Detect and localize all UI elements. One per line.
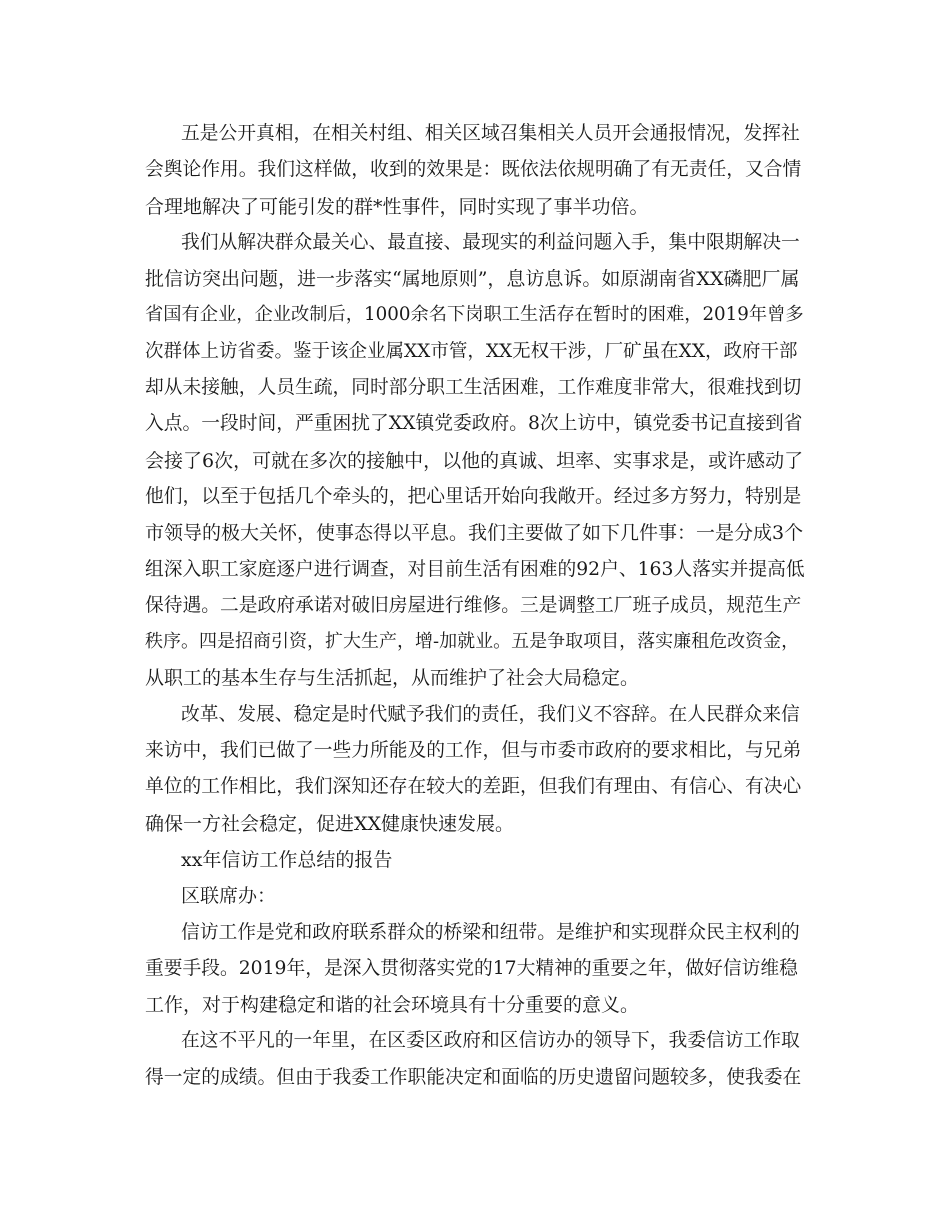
text-line: 得一定的成绩。但由于我委工作职能决定和面临的历史遗留问题较多，使我委在	[145, 1066, 802, 1088]
text-line: xx年信访工作总结的报告	[181, 848, 393, 871]
text-line: 省国有企业，企业改制后，1000余名下岗职工生活存在暂时的困难，2019年曾多	[145, 304, 804, 326]
text-line: 保待遇。二是政府承诺对破旧房屋进行维修。三是调整工厂班子成员，规范生产	[145, 594, 802, 616]
document-body	[145, 116, 805, 1096]
text-line: 在这不平凡的一年里，在区委区政府和区信访办的领导下，我委信访工作取	[181, 1030, 800, 1052]
text-line: 却从未接触，人员生疏，同时部分职工生活困难，工作难度非常大，很难找到切	[145, 377, 802, 399]
text-line: 会接了6次，可就在多次的接触中，以他的真诚、坦率、实事求是，或许感动了	[145, 449, 804, 472]
text-line: 重要手段。2019年，是深入贯彻落实党的17大精神的重要之年，做好信访维稳	[145, 957, 798, 979]
text-line: 改革、发展、稳定是时代赋予我们的责任，我们义不容辞。在人民群众来信	[181, 703, 800, 725]
text-line: 信访工作是党和政府联系群众的桥梁和纽带。是维护和实现群众民主权利的	[181, 921, 800, 943]
text-line: 五是公开真相，在相关村组、相关区域召集相关人员开会通报情况，发挥社	[181, 123, 800, 144]
text-line: 来访中，我们已做了一些力所能及的工作，但与市委市政府的要求相比，与兄弟	[145, 740, 802, 762]
text-line: 组深入职工家庭逐户进行调查，对目前生活有困难的92户、163人落实并提高低	[145, 558, 805, 580]
text-line: 市领导的极大关怀，使事态得以平息。我们主要做了如下几件事：一是分成3个	[145, 522, 804, 545]
text-line: 会舆论作用。我们这样做，收到的效果是：既依法依规明确了有无责任，又合情	[145, 159, 802, 181]
text-line: 入点。一段时间，严重困扰了XX镇党委政府。8次上访中，镇党委书记直接到省	[145, 413, 803, 435]
text-line: 从职工的基本生存与生活抓起，从而维护了社会大局稳定。	[145, 667, 640, 690]
text-line: 我们从解决群众最关心、最直接、最现实的利益问题入手，集中限期解决一	[181, 231, 800, 253]
text-line: 他们，以至于包括几个牵头的，把心里话开始向我敞开。经过多方努力，特别是	[145, 485, 802, 507]
text-line: 工作，对于构建稳定和谐的社会环境具有十分重要的意义。	[145, 994, 640, 1017]
text-line: 秩序。四是招商引资，扩大生产，增-加就业。五是争取项目，落实廉租危改资金，	[145, 631, 800, 653]
text-line: 确保一方社会稳定，促进XX健康快速发展。	[145, 812, 515, 835]
text-line: 批信访突出问题，进一步落实“属地原则”，息访息诉。如原湖南省XX磷肥厂属	[145, 268, 800, 291]
text-line: 单位的工作相比，我们深知还存在较大的差距，但我们有理由、有信心、有决心	[145, 776, 802, 798]
text-line: 合理地解决了可能引发的群*性事件，同时实现了事半功倍。	[145, 195, 649, 218]
text-line: 次群体上访省委。鉴于该企业属XX市管，XX无权干涉，厂矿虽在XX，政府干部	[145, 340, 798, 362]
text-line: 区联席办：	[181, 885, 277, 908]
